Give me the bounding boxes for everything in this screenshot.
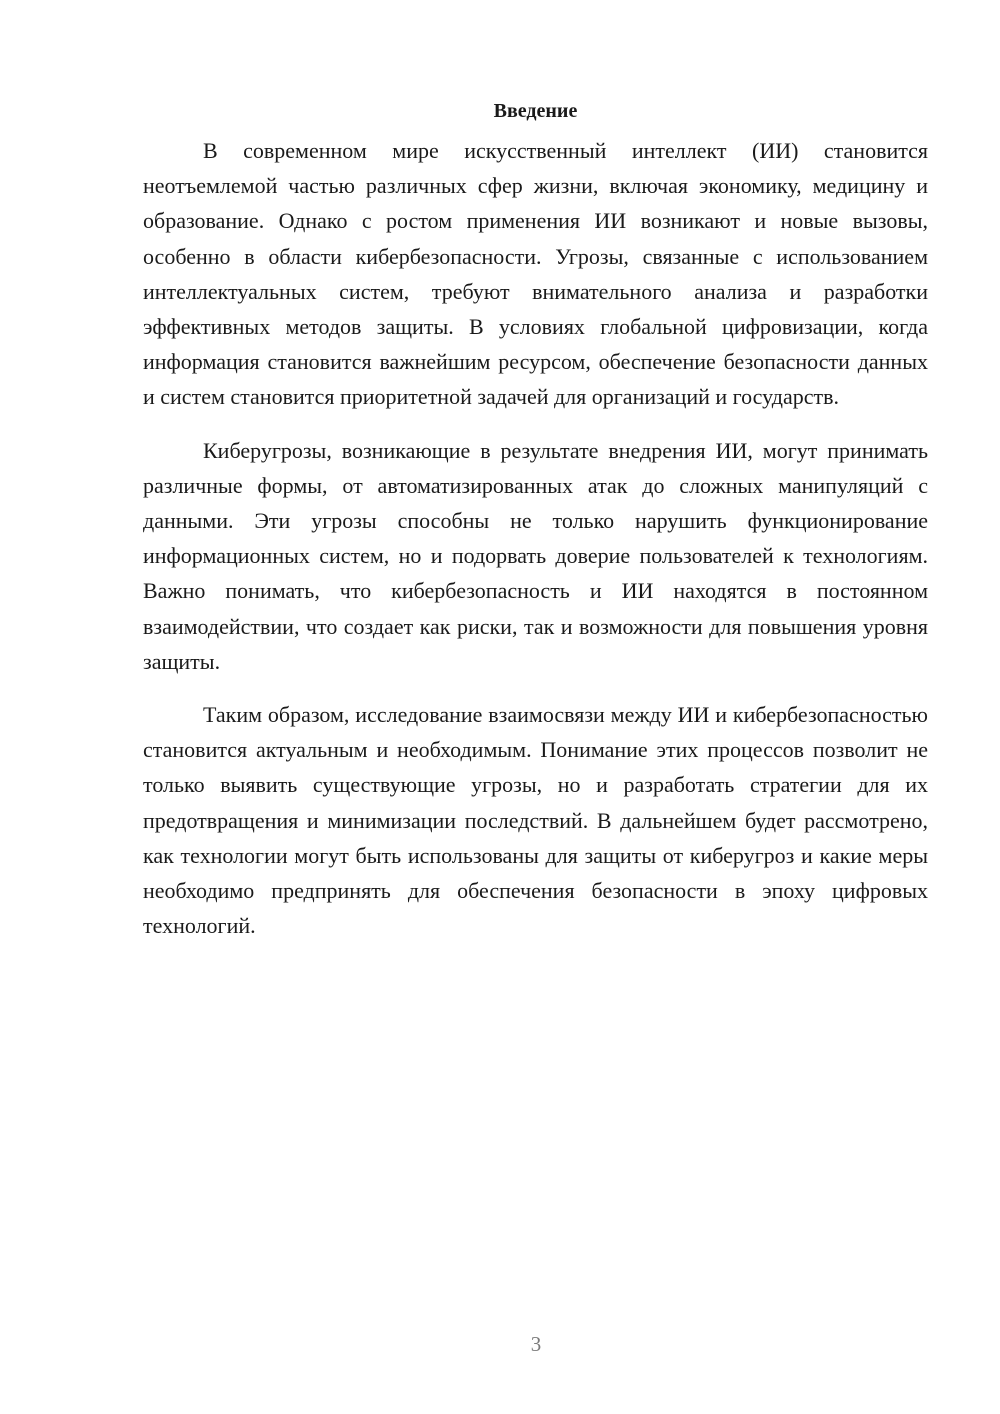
paragraph-1: В современном мире искусственный интеллект (ИИ) становится неотъемлемой частью различных сфер жизни, включая экономику, медицину и образование. Однако с ростом применения ИИ возникают и новые вызовы, особенно в области кибербезопасности. Угрозы, связанные с использованием интеллектуальных систем, требуют внимательного анализа и разработки эффективных методов защиты. В условиях глобальной цифровизации, когда информация становится важнейшим ресурсом, обеспечение безопасности данных и систем становится приоритетной задачей для организаций и государств. — [143, 138, 928, 410]
paragraph-3: Таким образом, исследование взаимосвязи между ИИ и кибербезопасностью становится актуальным и необходимым. Понимание этих процессов позволит не только выявить существующие угрозы, но и разработать стратегии для их предотвращения и минимизации последствий. В дальнейшем будет рассмотрено, как технологии могут быть использованы для защиты от киберугроз и какие меры необходимо предпринять для обеспечения безопасности в эпоху цифровых технологий. — [143, 702, 928, 939]
page-number: 3 — [530, 1332, 542, 1356]
paragraph-2: Киберугрозы, возникающие в результате внедрения ИИ, могут принимать различные формы, от автоматизированных атак до сложных манипуляций с данными. Эти угрозы способны не только нарушить функционирование информационных систем, но и подорвать доверие пользователей к технологиям. Важно понимать, что кибербезопасность и ИИ находятся в постоянном взаимодействии, что создает как риски, так и возможности для повышения уровня защиты. — [143, 437, 928, 674]
page-title: Введение — [493, 100, 578, 122]
document-body — [143, 95, 928, 961]
